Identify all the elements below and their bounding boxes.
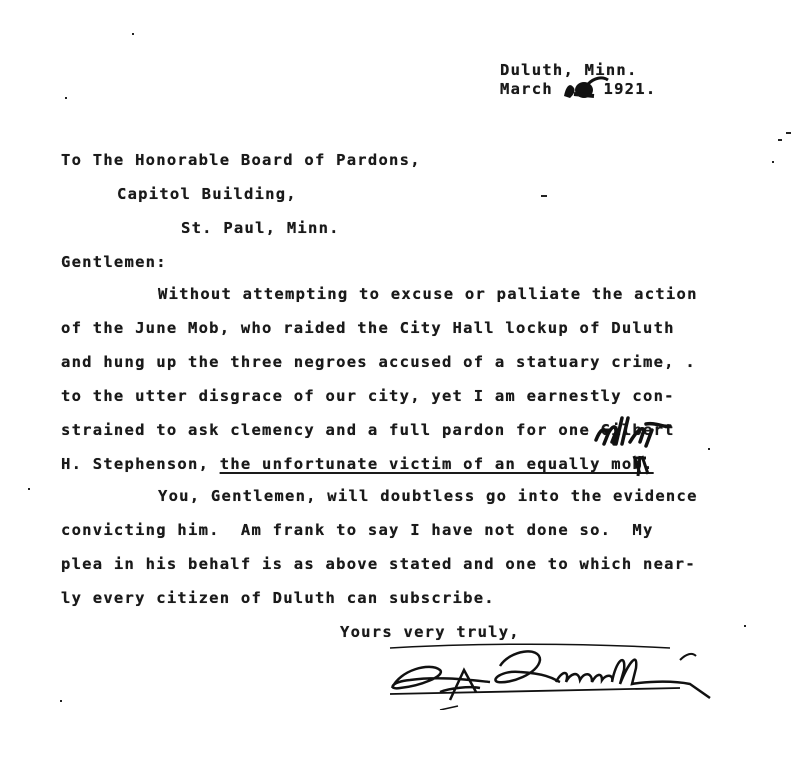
handwritten-insertion: [590, 412, 690, 482]
scan-speck: [65, 97, 67, 99]
underlined-phrase: the unfortunate victim of an equally mob.: [219, 455, 654, 473]
body-line: plea in his behalf is as above stated and one to which near-: [61, 555, 696, 573]
scan-speck: [708, 448, 710, 450]
scan-speck: [541, 195, 547, 197]
addressee-line-1: To The Honorable Board of Pardons,: [61, 151, 421, 169]
addressee-line-2: Capitol Building,: [117, 185, 297, 203]
scan-speck: [60, 700, 62, 702]
ink-blot-date-correction: [564, 80, 604, 98]
body-line: You, Gentlemen, will doubtless go into the evidence: [158, 487, 698, 505]
salutation: Gentlemen:: [61, 253, 167, 271]
scan-speck: [778, 139, 782, 141]
closing: Yours very truly,: [340, 623, 520, 641]
date-month: March: [500, 80, 553, 98]
body-line-prefix: H. Stephenson,: [61, 455, 220, 473]
body-line: Without attempting to excuse or palliate the action: [158, 285, 698, 303]
date-line: [500, 79, 656, 99]
scan-speck: [132, 33, 134, 35]
scan-speck: [28, 488, 30, 490]
body-line: [61, 454, 654, 474]
place-line: Duluth, Minn.: [500, 61, 638, 79]
scan-speck: [744, 625, 746, 627]
body-line: ly every citizen of Duluth can subscribe.: [61, 589, 495, 607]
signature: [380, 640, 740, 710]
body-line: convicting him. Am frank to say I have not done so. My: [61, 521, 654, 539]
body-line: strained to ask clemency and a full pardon for one Gilbert: [61, 421, 675, 439]
scan-speck: [772, 161, 774, 163]
addressee-line-3: St. Paul, Minn.: [181, 219, 340, 237]
body-line: to the utter disgrace of our city, yet I am earnestly con-: [61, 387, 675, 405]
body-line: of the June Mob, who raided the City Hall lockup of Duluth: [61, 319, 675, 337]
date-year: 1921.: [603, 80, 657, 98]
body-line: and hung up the three negroes accused of a statuary crime, .: [61, 353, 696, 371]
scan-speck: [786, 132, 791, 134]
